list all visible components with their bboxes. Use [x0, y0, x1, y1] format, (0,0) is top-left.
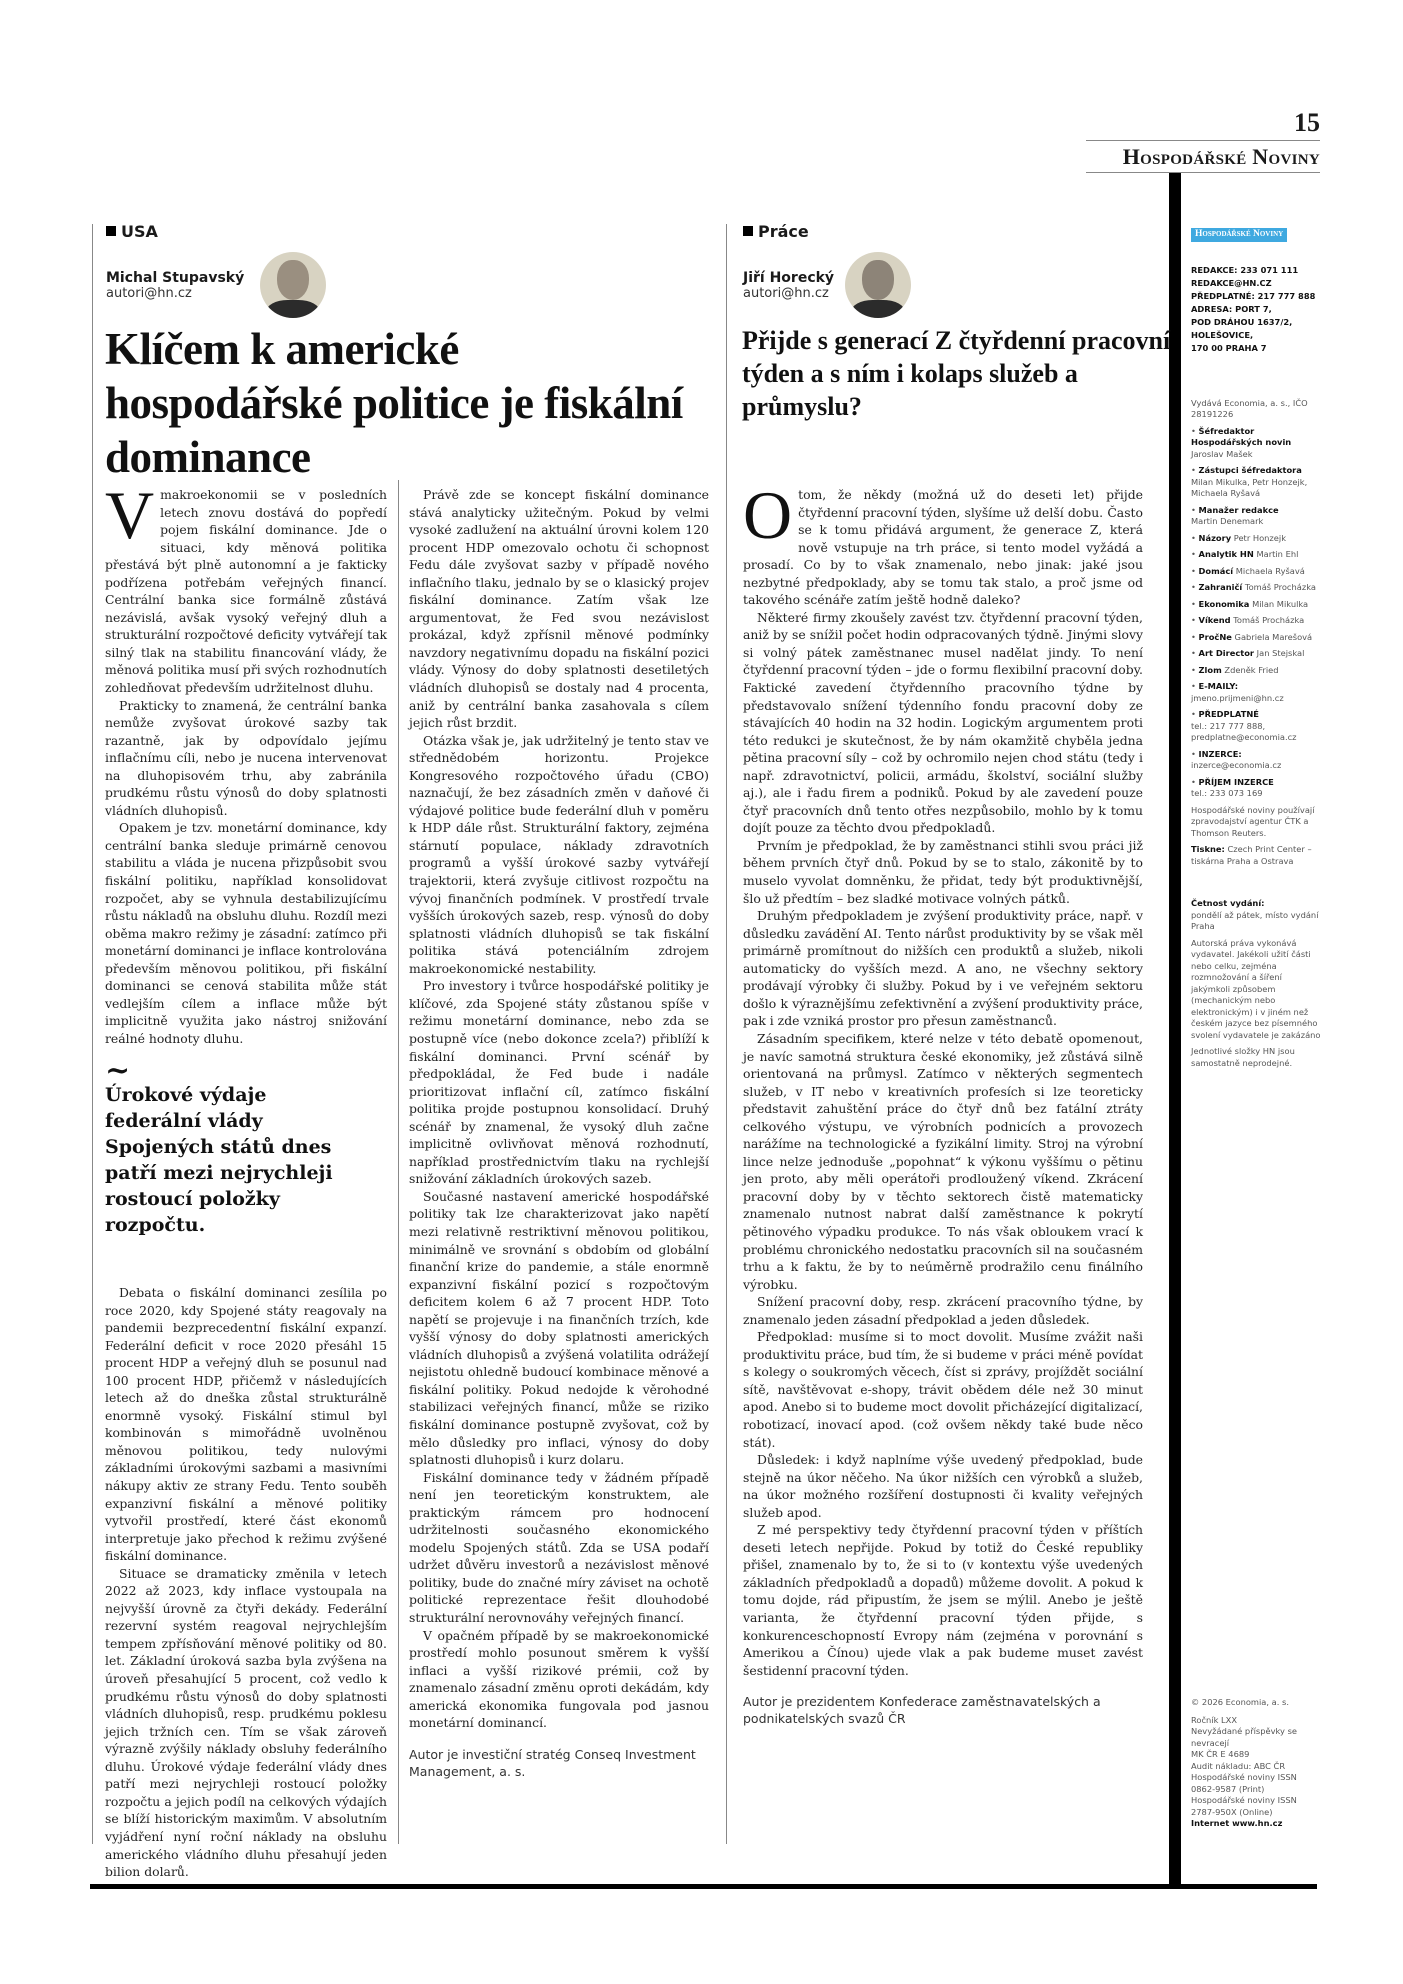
staff-item: • Šéfredaktor Hospodářských novin Jaroslav Mašek — [1191, 425, 1292, 459]
article-headline: Klíčem k americké hospodářské politice je fiskální dominance — [105, 324, 683, 482]
masthead: Hospodářské Noviny — [1122, 144, 1320, 169]
paragraph: Opakem je tzv. monetární dominance, kdy centrální banka sleduje primárně cenovou stabilitu a vláda je nucena přizpůsobit svou fiskální politiku, například konsolidovat rozpočet, aby se vyhnula destabilizujícímu růstu nákladů na obsluhu dluhu. Rozdíl mezi oběma makro režimy je zásadní: zatímco při monetární dominanci je inflace kontrolována především měnovou politikou, při fiskální dominanci se cenová stabilita může stát vedlejším cílem a inflace může být implicitně využita jako nástroj snižování reálné hodnoty dluhu. — [105, 820, 387, 1046]
header-rule-top — [1086, 140, 1320, 141]
website-link[interactable]: Internet www.hn.cz — [1191, 1818, 1283, 1828]
paragraph: Fiskální dominance tedy v žádném případě není jen teoretickým konstruktem, ale praktickým rámcem pro hodnocení udržitelnosti současného ekonomického modelu Spojených států. Zda se USA podaří udržet důvěru investorů a nezávislost měnové politiky, bude do značné míry záviset na ochotě politické reprezentace řešit dlouhodobé strukturální nerovnováhy veřejných financí. — [409, 1469, 709, 1625]
sidebar-divider-bar — [1169, 173, 1181, 1886]
imprint-sidebar — [1191, 228, 1321, 1069]
pull-quote: ~ Úrokové výdaje federální vlády Spojených států dnes patří mezi nejrychleji rostoucí položky rozpočtu. — [105, 1060, 345, 1238]
agencies-note: Hospodářské noviny používají zpravodajství agentur ČTK a Thomson Reuters. — [1191, 804, 1315, 838]
frequency-note: Četnost vydání: pondělí až pátek, místo vydání Praha — [1191, 898, 1319, 931]
author-block — [743, 270, 834, 301]
staff-item: • INZERCE: inzerce@economia.cz — [1191, 748, 1282, 770]
staff-item: • Art Director Jan Stejskal — [1191, 648, 1305, 658]
paragraph: Prakticky to znamená, že centrální banka nemůže zvyšovat úrokové sazby tak razantně, jak by odpovídalo jejímu inflačnímu cíli, nebo je nucena intervenovat na dluhopisovém trhu, aby zabránila prudkému růstu výnosů do doby splatnosti vládních dluhopisů. — [105, 697, 387, 818]
column-rule — [398, 480, 399, 1844]
column-rule — [92, 224, 93, 1844]
staff-item: • PročNe Gabriela Marešová — [1191, 631, 1313, 642]
imprint-footer: © 2026 Economia, a. s. Ročník LXX Nevyžádané příspěvky se nevracejí MK ČR E 4689 Audit nákladu: ABC ČR Hospodářské noviny ISSN 0862-9587 (Print) Hospodářské noviny ISSN 2787-950X (Online) Internet www.hn.cz — [1191, 1697, 1321, 1830]
article-column-2 — [409, 486, 709, 1780]
editorial-email[interactable]: REDAKCE@HN.CZ — [1191, 277, 1272, 288]
footer-copyright: © 2026 Economia, a. s. — [1191, 1697, 1289, 1707]
drop-cap: O — [743, 477, 793, 553]
copyright-notice: Autorská práva vykonává vydavatel. Jakékoli užití části nebo celku, zejména rozmnožování a šíření jakýmkoli způsobem (mechanickým nebo elektronickým) i v jiném než českém jazyce bez písemného svolení vydavatele je zakázáno — [1191, 937, 1321, 1040]
article2-body — [743, 477, 1143, 1727]
square-bullet-icon — [743, 226, 753, 236]
lead-paragraph: Otom, že někdy (možná už do deseti let) přijde čtyřdenní pracovní týden, slyšíme už delší dobu. Často se k tomu přidává argument, že generace Z, která nově vstupuje na trh práce, si tento model vyžádá a prosadí. Co by to však znamenalo, nebo jinak: jaké jsou nezbytné předpoklady, aby se tomu tak stalo, a proč jsme od takového scénáře zatím ještě hodně daleko? — [743, 477, 1143, 608]
drop-cap: V — [105, 477, 155, 553]
paragraph: Druhým předpokladem je zvýšení produktivity práce, např. v důsledku zavádění AI. Tento nárůst produktivity by se však měl primárně promítnout do nižších cen produktů a služeb, nikoli automaticky do vyšších mezd. A ano, ne všechny sektory prodávají výrobky či služby. Pokud by i ve veřejném sektoru došlo k výraznějšímu zefektivnění a zvýšení produktivity práce, pak i zde vzniká prostor pro přesun zaměstnanců. — [743, 908, 1143, 1029]
staff-item: • Zástupci šéfredaktora Milan Mikulka, Petr Honzejk, Michaela Ryšavá — [1191, 465, 1308, 498]
column-rule — [726, 224, 727, 1844]
author-note: Autor je prezidentem Konfederace zaměstnavatelských a podnikatelských svazů ČR — [743, 1694, 1101, 1727]
author-email[interactable]: autori@hn.cz — [743, 286, 829, 301]
paragraph: Situace se dramaticky změnila v letech 2022 až 2023, kdy inflace vystoupala na nejvyšší úrovně za čtyři dekády. Federální rezervní systém reagoval nejrychlejším tempem zpřísňování měnové politiky od 80. let. Základní úroková sazba byla zvýšena na úroveň přesahující 5 procent, což vedlo k prudkému růstu výnosů do doby splatnosti vládních dluhopisů, resp. prudkému poklesu jejich tržních cen. Tím se však zároveň výrazně zvýšily náklady obsluhy federálního dluhu. Úrokové výdaje federální vlády dnes patří mezi nejrychleji rostoucí položky rozpočtu a jejich podíl na celkových výdajích se blíží historickým maximům. V absolutním vyjádření nyní roční náklady na obsluhu amerického vládního dluhu přesahují jeden bilion dolarů. — [105, 1565, 387, 1880]
paragraph: Důsledek: i když naplníme výše uvedený předpoklad, bude stejně na úkor něčeho. Na úkor nižších cen výrobků a služeb, na úkor možného rozšíření dostupnosti či kvality veřejných služeb apod. — [743, 1452, 1143, 1520]
staff-item: • Analytik HN Martin Ehl — [1191, 549, 1299, 559]
footer-rule — [90, 1884, 1317, 1889]
square-bullet-icon — [106, 226, 116, 236]
staff-item: • Názory Petr Honzejk — [1191, 532, 1287, 543]
lead-paragraph: Vmakroekonomii se v posledních letech znovu dostává do popředí pojem fiskální dominance. Jde o situaci, kdy měnová politika přestává být plně autonomní a je fakticky podřízena potřebám veřejných financí. Centrální banka sice formálně zůstává nezávislá, avšak vysoký veřejný dluh a strukturální rozpočtové deficity vytvářejí tak silný tlak na stabilitu financování vlády, že měnová politika musí při svých rozhodnutích zohledňovat především udržitelnost dluhu. — [105, 477, 388, 696]
staff-item: • Zlom Zdeněk Fried — [1191, 664, 1279, 675]
paragraph: Debata o fiskální dominanci zesílila po roce 2020, kdy Spojené státy reagovaly na pandemii bezprecedentní fiskální expanzí. Federální deficit v roce 2020 přesáhl 15 procent HDP a veřejný dluh se posunul nad 100 procent HDP, přičemž v následujících letech až do dneška zůstal strukturálně enormně vysoký. Fiskální stimul byl kombinován s mimořádně uvolněnou měnovou politikou, tedy nulovými základními úrokovými sazbami a masivními nákupy aktiv ze strany Fedu. Tento souběh expanzivní fiskální a měnové politiky vytvořil prostředí, které část ekonomů interpretuje jako přechod k režimu zvýšené fiskální dominance. — [105, 1285, 387, 1564]
author-photo — [845, 252, 911, 318]
staff-item: • PŘEDPLATNÉ tel.: 217 777 888, predplatne@economia.cz — [1191, 709, 1297, 742]
paragraph: Předpoklad: musíme si to moct dovolit. Musíme zvážit naši produktivitu práce, bud tím, že si budeme v práci méně povídat s kolegy o soukromých věcech, číst si zprávy, projíždět sociální sítě, navštěvovat e-shopy, trávit obědem déle než 30 minut apod. Anebo si to budeme moct dovolit přicházející digitalizací, robotizací, inovací apod. (což ovšem někdy také bude něco stát). — [743, 1329, 1143, 1450]
author-email[interactable]: autori@hn.cz — [106, 286, 192, 301]
staff-item: • Manažer redakce Martin Denemark — [1191, 504, 1279, 526]
separate-sale-note: Jednotlivé složky HN jsou samostatně neprodejné. — [1191, 1046, 1295, 1068]
paragraph: Právě zde se koncept fiskální dominance stává analyticky užitečným. Pokud by velmi vysoké zadlužení na aktuální úrovni kolem 120 procent HDP omezovalo ochotu či schopnost Fedu dále zvyšovat sazby v případě nového inflačního tlaku, jednalo by se o klasický projev fiskální dominance. Zatím však lze argumentovat, že Fed svou nezávislost prokázal, když zpřísnil měnové podmínky navzdory negativnímu dopadu na fiskální pozici vlády. Výnosy do doby splatnosti desetiletých vládních dluhopisů se dostaly nad 4 procenta, aniž by centrální banka zasahovala s cílem jejich růst brzdit. — [409, 487, 709, 731]
staff-item: • E-MAILY: jmeno.prijmeni@hn.cz — [1191, 681, 1284, 703]
paragraph: Některé firmy zkoušely zavést tzv. čtyřdenní pracovní týden, aniž by se snížil počet hodin odpracovaných týdně. Jinými slovy si volný pátek zaměstnanec musel nadělat jindy. To není čtyřdenní pracovní týden – jde o formu flexibilní pracovní doby. Faktické zavedení čtyřdenního pracovního týdne by představovalo snížení týdenního fondu pracovní doby ze stávajících 40 hodin na 32 hodin. Logickým argumentem proti této redukci je skutečnost, že by nám okamžitě chyběla jedna pětina pracovní síly – což by ochromilo nejen chod státu (tedy i např. zdravotnictví, policii, armádu, školství, sociální služby aj.), ale i řadu firem a podniků. Pokud by ale zavedení pouze čtyř pracovních dnů tento otřes nezpůsobilo, mohlo by k tomu dojít pouze za těchto dvou předpokladů. — [743, 609, 1143, 836]
paragraph: Současné nastavení americké hospodářské politiky tak lze charakterizovat jako napětí mezi relativně restriktivní měnovou politikou, minimálně ve srovnání s obdobím od globální finanční krize do pandemie, a stále enormně expanzivní fiskální pozicí s rozpočtovým deficitem kolem 6 až 7 procent HDP. Toto napětí se projevuje i na finančních trzích, kde vyšší výnosy do doby splatnosti amerických vládních dluhopisů a zvýšená volatilita odrážejí nejistotu ohledně budoucí kombinace měnové a fiskální politiky. Pokud nedojde k věrohodné stabilizaci veřejných financí, může se riziko fiskální dominance postupně zvyšovat, což by mělo důsledky pro inflaci, výnosy do doby splatnosti dluhopisů i kurz dolaru. — [409, 1188, 709, 1468]
author-block — [106, 270, 244, 301]
staff-item: • Domácí Michaela Ryšavá — [1191, 565, 1305, 576]
contact-list: REDAKCE: 233 071 111 REDAKCE@HN.CZ PŘEDPLATNÉ: 217 777 888 ADRESA: PORT 7, POD DRÁHOU 1637/2, HOLEŠOVICE, 170 00 PRAHA 7 — [1191, 264, 1321, 355]
staff-item: • Zahraničí Tomáš Procházka — [1191, 582, 1316, 592]
paragraph: Otázka však je, jak udržitelný je tento stav ve střednědobém horizontu. Projekce Kongresového rozpočtového úřadu (CBO) naznačují, že bez zásadních změn v daňové či výdajové politice bude federální dluh v poměru k HDP dále růst. Strukturální faktory, zejména stárnutí populace, náklady zdravotních programů a vyšší úrokové sazby vytvářejí trajektorii, která zvyšuje citlivost rozpočtu na vývoj finančních podmínek. V prostředí trvale vyšších úrokových sazeb, resp. výnosů do doby splatnosti vládních dluhopisů se tak fiskální politika stává potenciálním zdrojem makroekonomické nestability. — [409, 732, 709, 976]
paragraph: Pro investory i tvůrce hospodářské politiky je klíčové, zda Spojené státy zůstanou spíše v režimu monetární dominance, nebo zda se postupně více (nebo dokonce zcela?) přiblíží k fiskální dominanci. První scénář by předpokládal, že Fed bude i nadále prioritizovat inflační cíl, zatímco fiskální politika projde postupnou konsolidací. Druhý scénář by znamenal, že vysoký dluh začne implicitně ovlivňovat měnová rozhodnutí, například prostřednictvím tlaku na rychlejší snižování základních úrokových sazeb. — [409, 978, 709, 1187]
paragraph: Z mé perspektivy tedy čtyřdenní pracovní týden v příštích deseti letech nepřijde. Pokud by totiž do České republiky přišel, znamenalo by to, že si to (v kontextu výše uvedených základních předpokladů a dopadů) můžeme dovolit. A pokud k tomu dojde, rád připustím, že jsem se mýlil. Anebo je ještě varianta, že čtyřdenní pracovní týden přijde, s konkurenceschopností Evropy nám (zejména v porovnání s Amerikou a Čínou) ujede vlak a pak budeme muset zavést šestidenní pracovní týden. — [743, 1522, 1143, 1678]
author-photo — [260, 252, 326, 318]
paragraph: Snížení pracovní doby, resp. zkrácení pracovního týdne, by znamenalo jeden zásadní předpoklad a jeden důsledek. — [743, 1294, 1143, 1327]
page-number: 15 — [1294, 108, 1320, 137]
section-label-usa: USA — [106, 222, 158, 241]
staff-item: • Ekonomika Milan Mikulka — [1191, 598, 1309, 609]
quote-mark-icon: ~ — [105, 1053, 131, 1088]
paragraph: Prvním je předpoklad, že by zaměstnanci stihli svou práci již během prvních čtyř dnů. Pokud by se to stalo, zákonitě by to muselo vyvolat domněnku, že přidat, tedy být produktivnější, šlo už předtím – bez sladké motivace volných pátků. — [743, 837, 1143, 906]
publisher: Vydává Economia, a. s., IČO 28191226 — [1191, 397, 1308, 419]
author-name: Jiří Horecký — [743, 270, 835, 286]
paragraph: V opačném případě by se makroekonomické prostředí mohlo posunout směrem k vyšší inflaci a vyšší rizikové prémii, což by znamenalo zásadní změnu oproti dekádám, kdy americká ekonomika fungovala pod jasnou monetární dominancí. — [409, 1627, 709, 1731]
section-label-prace: Práce — [743, 222, 809, 241]
author-note: Autor je investiční stratég Conseq Investment Management, a. s. — [409, 1746, 696, 1779]
article-column-1b — [105, 1284, 387, 1881]
article-column-1 — [105, 477, 388, 1048]
masthead-logo: Hospodářské Noviny — [1191, 228, 1287, 242]
staff-item: • Víkend Tomáš Procházka — [1191, 615, 1305, 625]
printer-note: Tiskne: Czech Print Center – tiskárna Praha a Ostrava — [1191, 844, 1312, 866]
author-name: Michal Stupavský — [106, 270, 245, 286]
paragraph: Zásadním specifikem, které nelze v této debatě opomenout, je navíc samotná struktura české ekonomiky, jež zůstává silně orientovaná na průmysl. Zatímco v některých segmentech služeb, v IT nebo v kreativních profesích si lze teoreticky představit zahuštění práce do čtyř dnů bez fatální ztráty celkového výstupu, ve výrobních podnicích a provozech narážíme na technologické a fyzikální limity. Stroj na výrobní lince nelze jednoduše „popohnat“ k výkonu vyššímu o pětinu jen proto, aby měli operátoři prodloužený víkend. Zkrácení pracovní doby by v těchto sektorech čistě matematicky znamenalo nutnost nabrat další zaměstnance k pokrytí pětinového výpadku produkce. To nás však obloukem vrací k problému chronického nedostatku pracovních sil na současném trhu a k faktu, že by to neúměrně prodražilo cenu finálního výrobku. — [743, 1030, 1143, 1292]
header-rule-bottom — [1086, 172, 1320, 173]
staff-item: • PŘÍJEM INZERCE tel.: 233 073 169 — [1191, 776, 1274, 798]
article-headline: Přijde s generací Z čtyřdenní pracovní týden a s ním i kolaps služeb a průmyslu? — [742, 326, 1171, 421]
